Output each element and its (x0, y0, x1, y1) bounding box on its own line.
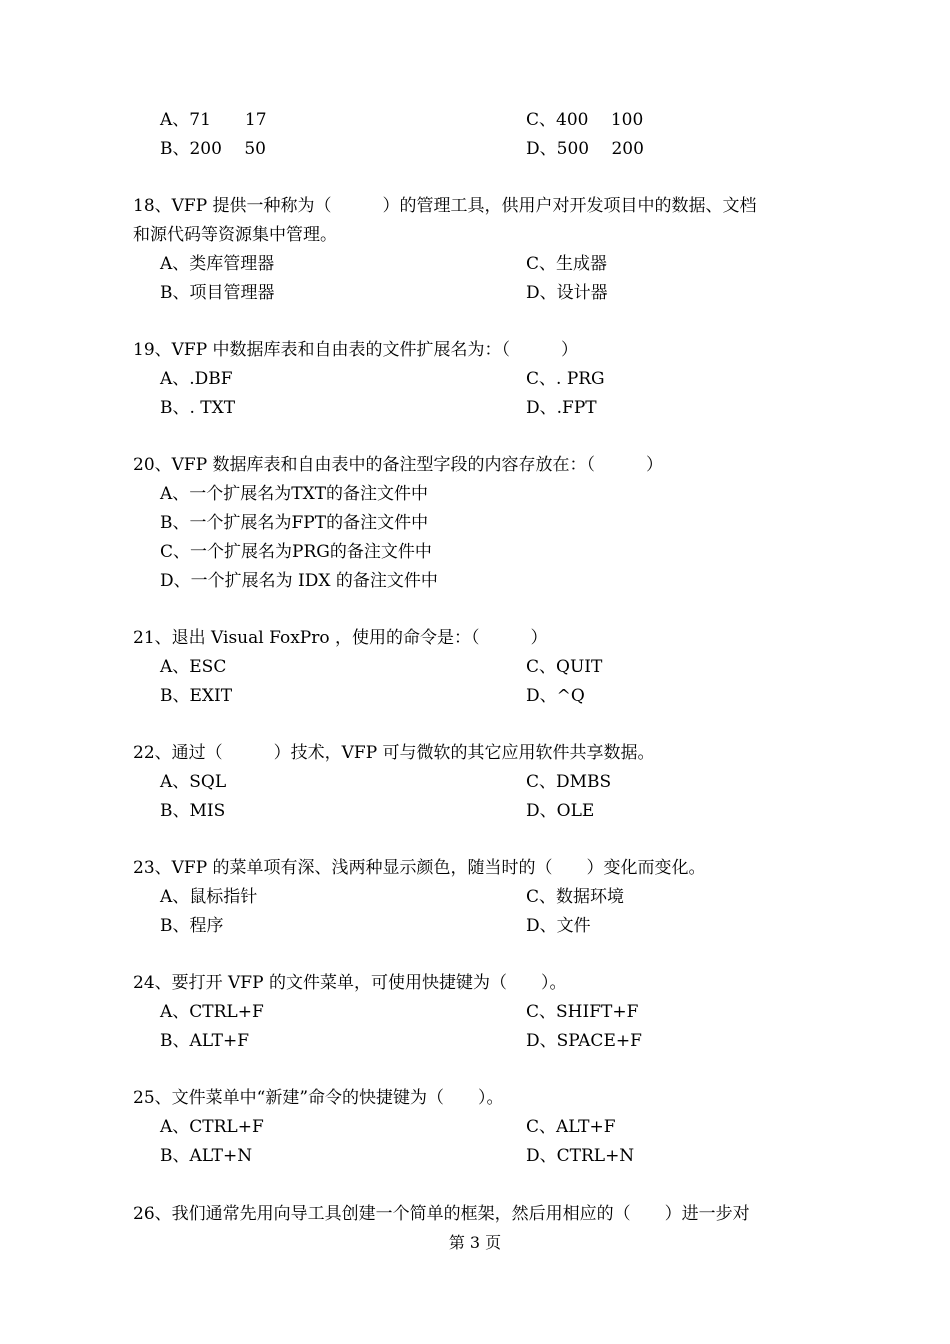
q17-option-c: C、400 100 (526, 110, 644, 130)
q20-option-d: D、一个扩展名为 IDX 的备注文件中 (160, 571, 438, 591)
q21-option-b: B、EXIT (160, 686, 233, 706)
q22-stem: 22、通过（ ）技术，VFP 可与微软的其它应用软件共享数据。 (133, 743, 655, 763)
q20-option-a: A、一个扩展名为TXT的备注文件中 (160, 484, 429, 504)
q24-option-a: A、CTRL+F (160, 1002, 264, 1022)
q18-option-c: C、生成器 (526, 254, 608, 274)
q25-option-a: A、CTRL+F (160, 1117, 264, 1137)
q23-option-c: C、数据环境 (526, 887, 625, 907)
q25-option-c: C、ALT+F (526, 1117, 616, 1137)
q25-stem: 25、文件菜单中“新建”命令的快捷键为（ ）。 (133, 1088, 504, 1108)
q17-option-b: B、200 50 (160, 139, 266, 159)
q23-option-b: B、程序 (160, 916, 224, 936)
q21-option-a: A、ESC (160, 657, 227, 677)
q24-option-c: C、SHIFT+F (526, 1002, 639, 1022)
q25-option-b: B、ALT+N (160, 1146, 253, 1166)
q22-option-a: A、SQL (160, 772, 227, 792)
q19-option-a: A、.DBF (160, 369, 233, 389)
q24-stem: 24、要打开 VFP 的文件菜单，可使用快捷键为（ ）。 (133, 973, 567, 993)
q18-option-d: D、设计器 (526, 283, 608, 303)
q21-option-d: D、^Q (526, 686, 585, 706)
q23-option-a: A、鼠标指针 (160, 887, 258, 907)
q18-option-a: A、类库管理器 (160, 254, 275, 274)
q24-option-b: B、ALT+F (160, 1031, 250, 1051)
q23-option-d: D、文件 (526, 916, 591, 936)
q20-stem: 20、VFP 数据库表和自由表中的备注型字段的内容存放在：（ ） (133, 455, 664, 475)
q20-option-b: B、一个扩展名为FPT的备注文件中 (160, 513, 429, 533)
q22-option-c: C、DMBS (526, 772, 612, 792)
q21-option-c: C、QUIT (526, 657, 603, 677)
q19-stem: 19、VFP 中数据库表和自由表的文件扩展名为：（ ） (133, 340, 579, 360)
q20-option-c: C、一个扩展名为PRG的备注文件中 (160, 542, 432, 562)
page-number: 第 3 页 (448, 1233, 502, 1252)
q23-stem: 23、VFP 的菜单项有深、浅两种显示颜色，随当时的（ ）变化而变化。 (133, 858, 706, 878)
q26-stem: 26、我们通常先用向导工具创建一个简单的框架，然后用相应的（ ）进一步对 (133, 1204, 750, 1224)
q18-stem-line-1: 18、VFP 提供一种称为（ ）的管理工具，供用户对开发项目中的数据、文档 (133, 196, 757, 216)
q18-option-b: B、项目管理器 (160, 283, 275, 303)
q22-option-d: D、OLE (526, 801, 595, 821)
q22-option-b: B、MIS (160, 801, 226, 821)
q24-option-d: D、SPACE+F (526, 1031, 642, 1051)
q21-stem: 21、退出 Visual FoxPro ，使用的命令是：（ ） (133, 628, 548, 648)
q17-option-a: A、71 17 (160, 110, 267, 130)
q19-option-b: B、. TXT (160, 398, 236, 418)
q17-option-d: D、500 200 (526, 139, 644, 159)
q19-option-c: C、. PRG (526, 369, 605, 389)
q25-option-d: D、CTRL+N (526, 1146, 635, 1166)
q18-stem-line-2: 和源代码等资源集中管理。 (133, 225, 337, 245)
q19-option-d: D、.FPT (526, 398, 597, 418)
